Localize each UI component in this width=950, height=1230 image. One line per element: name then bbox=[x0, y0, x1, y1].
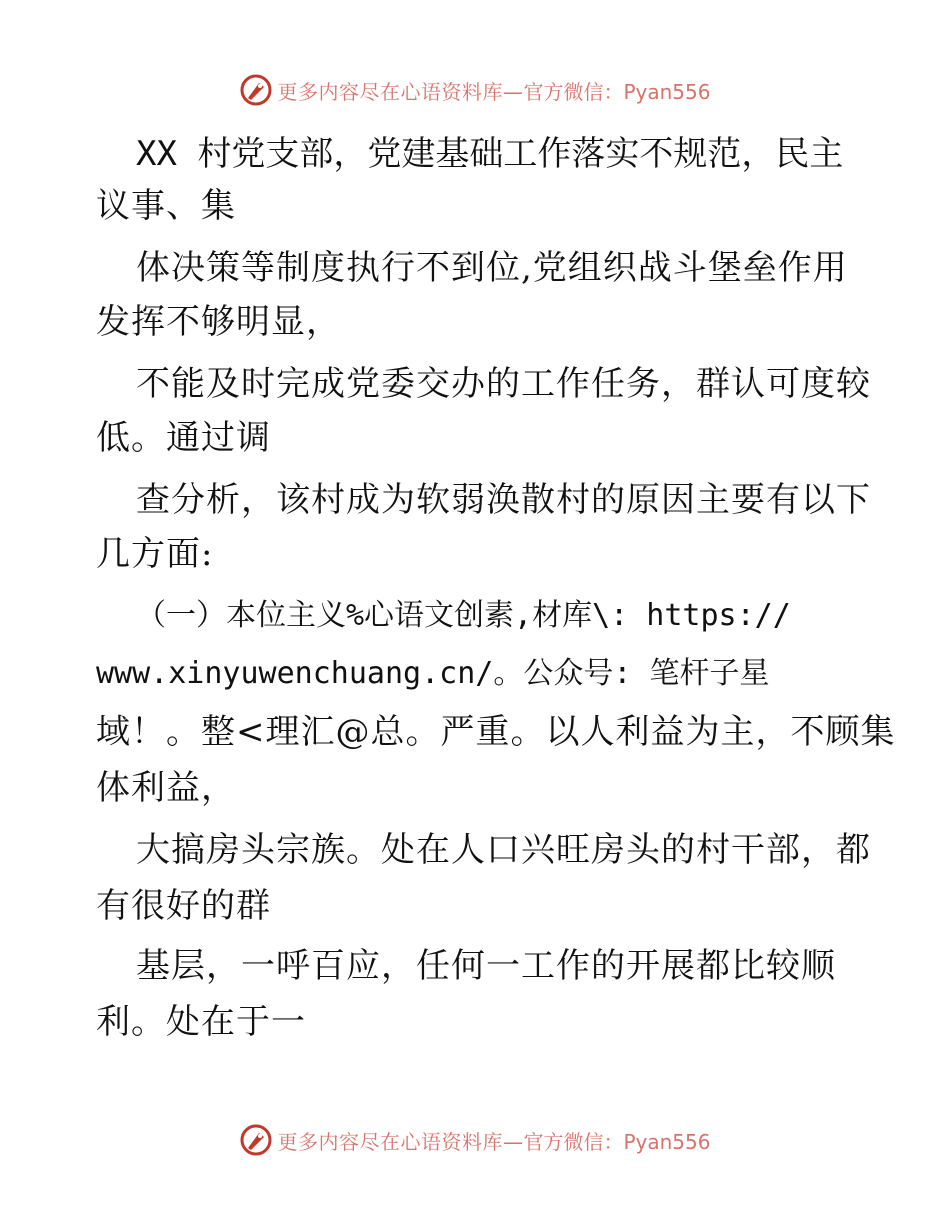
footer-banner bbox=[0, 1120, 950, 1160]
text-line: www.xinyuwenchuang.cn/。公众号: 笔杆子星 bbox=[96, 656, 770, 691]
text-line: 体决策等制度执行不到位,党组织战斗堡垒作用 bbox=[136, 248, 848, 288]
text-line: 体利益， bbox=[96, 768, 236, 808]
text-line: 基层，一呼百应，任何一工作的开展都比较顺 bbox=[136, 946, 836, 986]
banner-title: 更多内容尽在心语资料库— bbox=[277, 1129, 524, 1154]
text-line: 大搞房头宗族。处在人口兴旺房头的村干部，都 bbox=[136, 830, 871, 870]
text-line: 发挥不够明显， bbox=[96, 302, 341, 342]
header-banner bbox=[0, 70, 950, 110]
text-line: XX 村党支部，党建基础工作落实不规范，民主 bbox=[136, 134, 844, 174]
text-line: 几方面: bbox=[96, 534, 214, 574]
text-line: 议事、集 bbox=[96, 186, 236, 226]
text-line: 查分析，该村成为软弱涣散村的原因主要有以下 bbox=[136, 480, 871, 520]
text-line: （一）本位主义%心语文创素,材库\: https:// bbox=[136, 598, 791, 633]
text-line: 域！。整<理汇@总。严重。以人利益为主，不顾集 bbox=[96, 712, 896, 752]
text-line: 利。处在于一 bbox=[96, 1002, 306, 1042]
text-line: 有很好的群 bbox=[96, 886, 271, 926]
pen-nib-icon bbox=[239, 73, 273, 107]
text-line: 不能及时完成党委交办的工作任务，群认可度较 bbox=[136, 364, 871, 404]
banner-title: 更多内容尽在心语资料库— bbox=[277, 79, 524, 104]
banner-contact: 官方微信：Pyan556 bbox=[523, 79, 711, 104]
banner-contact: 官方微信：Pyan556 bbox=[523, 1129, 711, 1154]
text-line: 低。通过调 bbox=[96, 418, 271, 458]
pen-nib-icon bbox=[239, 1123, 273, 1157]
